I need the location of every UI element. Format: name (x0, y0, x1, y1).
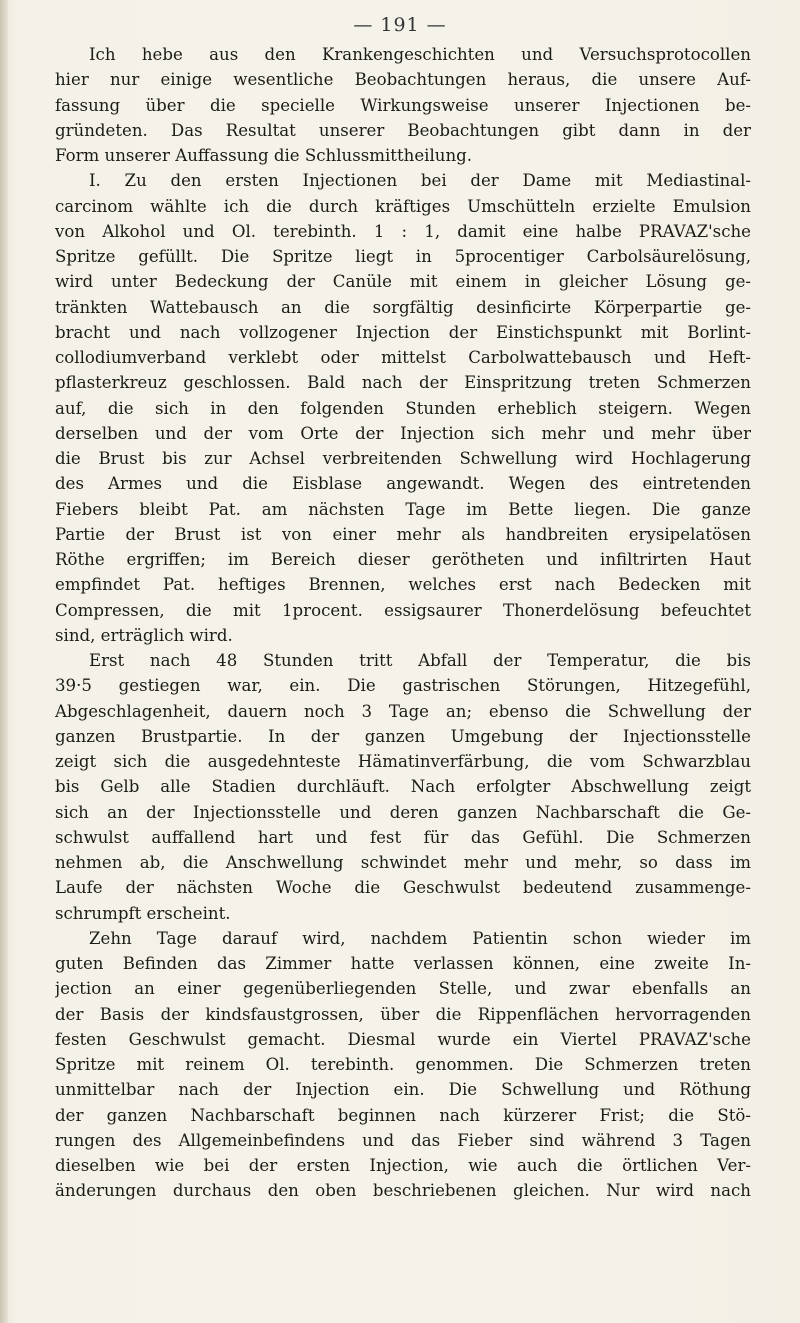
text-line: änderungen durchaus den oben beschriebenen gleichen. Nur wird nach (55, 1181, 751, 1201)
text-line: auf, die sich in den folgenden Stunden erheblich steigern. Wegen (55, 398, 751, 418)
text-line: 39·5 gestiegen war, ein. Die gastrischen Störungen, Hitzegefühl, (55, 676, 751, 696)
text-line: sind, erträglich wird. (55, 625, 233, 645)
text-line: Spritze mit reinem Ol. terebinth. genommen. Die Schmerzen treten (55, 1055, 751, 1074)
text-line: hier nur einige wesentliche Beobachtungen heraus, die unsere Auf- (55, 70, 751, 90)
text-line: von Alkohol und Ol. terebinth. 1 : 1, damit eine halbe PRAVAZ'sche (55, 221, 751, 241)
text-line: Abgeschlagenheit, dauern noch 3 Tage an; ebenso die Schwellung der (55, 701, 751, 721)
text-line: pflasterkreuz geschlossen. Bald nach der Einspritzung treten Schmerzen (55, 373, 751, 393)
text-line: festen Geschwulst gemacht. Diesmal wurde ein Viertel PRAVAZ'sche (55, 1029, 751, 1049)
text-line: bis Gelb alle Stadien durchläuft. Nach erfolgter Abschwellung zeigt (55, 777, 751, 797)
text-line: collodiumverband verklebt oder mittelst Carbolwattebausch und Heft- (55, 348, 751, 367)
text-line: unmittelbar nach der Injection ein. Die Schwellung und Röthung (55, 1080, 751, 1100)
text-line: bracht und nach vollzogener Injection der Einstichspunkt mit Borlint- (55, 322, 751, 342)
text-line: schrumpft erscheint. (55, 903, 231, 923)
text-line: Erst nach 48 Stunden tritt Abfall der Temperatur, die bis (89, 651, 751, 670)
text-line: tränkten Wattebausch an die sorgfältig desinficirte Körperpartie ge- (55, 297, 751, 317)
text-line: des Armes und die Eisblase angewandt. Wegen des eintretenden (55, 474, 751, 494)
text-line: fassung über die specielle Wirkungsweise unserer Injectionen be- (55, 95, 751, 115)
text-line: wird unter Bedeckung der Canüle mit einem in gleicher Lösung ge- (55, 272, 751, 292)
text-line: schwulst auffallend hart und fest für das Gefühl. Die Schmerzen (55, 827, 751, 847)
text-line: Form unserer Auffassung die Schlussmittheilung. (55, 146, 473, 165)
text-line: die Brust bis zur Achsel verbreitenden Schwellung wird Hochlagerung (55, 449, 751, 468)
body-text (55, 42, 751, 1229)
text-line: Fiebers bleibt Pat. am nächsten Tage im Bette liegen. Die ganze (55, 499, 751, 519)
text-line: gründeten. Das Resultat unserer Beobachtungen gibt dann in der (55, 120, 751, 140)
page-spine-shadow (0, 0, 8, 1323)
text-line: ganzen Brustpartie. In der ganzen Umgebung der Injectionsstelle (55, 726, 751, 746)
text-line: rungen des Allgemeinbefindens und das Fieber sind während 3 Tagen (55, 1130, 751, 1150)
text-line: dieselben wie bei der ersten Injection, wie auch die örtlichen Ver- (55, 1156, 751, 1175)
text-line: Partie der Brust ist von einer mehr als handbreiten erysipelatösen (55, 524, 751, 544)
text-line: Ich hebe aus den Krankengeschichten und Versuchsprotocollen (89, 45, 751, 64)
text-line: jection an einer gegenüberliegenden Stelle, und zwar ebenfalls an (55, 979, 751, 999)
text-line: der Basis der kindsfaustgrossen, über die Rippenflächen hervorragenden (55, 1004, 751, 1024)
page-number: — 191 — (353, 14, 447, 36)
text-line: Röthe ergriffen; im Bereich dieser gerötheten und infiltrirten Haut (55, 550, 751, 569)
text-line: derselben und der vom Orte der Injection sich mehr und mehr über (55, 423, 751, 443)
text-line: Zehn Tage darauf wird, nachdem Patientin schon wieder im (89, 928, 751, 948)
text-line: Compressen, die mit 1procent. essigsaurer Thonerdelösung befeuchtet (55, 600, 751, 620)
text-line: I. Zu den ersten Injectionen bei der Dame mit Mediastinal- (89, 171, 751, 191)
text-line: carcinom wählte ich die durch kräftiges Umschütteln erzielte Emulsion (55, 196, 751, 216)
text-line: nehmen ab, die Anschwellung schwindet mehr und mehr, so dass im (55, 853, 751, 872)
text-line: zeigt sich die ausgedehnteste Hämatinverfärbung, die vom Schwarzblau (55, 752, 751, 771)
text-line: Laufe der nächsten Woche die Geschwulst bedeutend zusammenge- (55, 878, 751, 898)
text-line: Spritze gefüllt. Die Spritze liegt in 5procentiger Carbolsäurelösung, (55, 247, 751, 266)
text-line: guten Befinden das Zimmer hatte verlassen können, eine zweite In- (55, 954, 751, 973)
text-line: sich an der Injectionsstelle und deren ganzen Nachbarschaft die Ge- (55, 802, 751, 822)
text-line (55, 1204, 751, 1229)
text-line: der ganzen Nachbarschaft beginnen nach kürzerer Frist; die Stö- (55, 1105, 751, 1125)
text-line: empfindet Pat. heftiges Brennen, welches erst nach Bedecken mit (55, 575, 751, 595)
